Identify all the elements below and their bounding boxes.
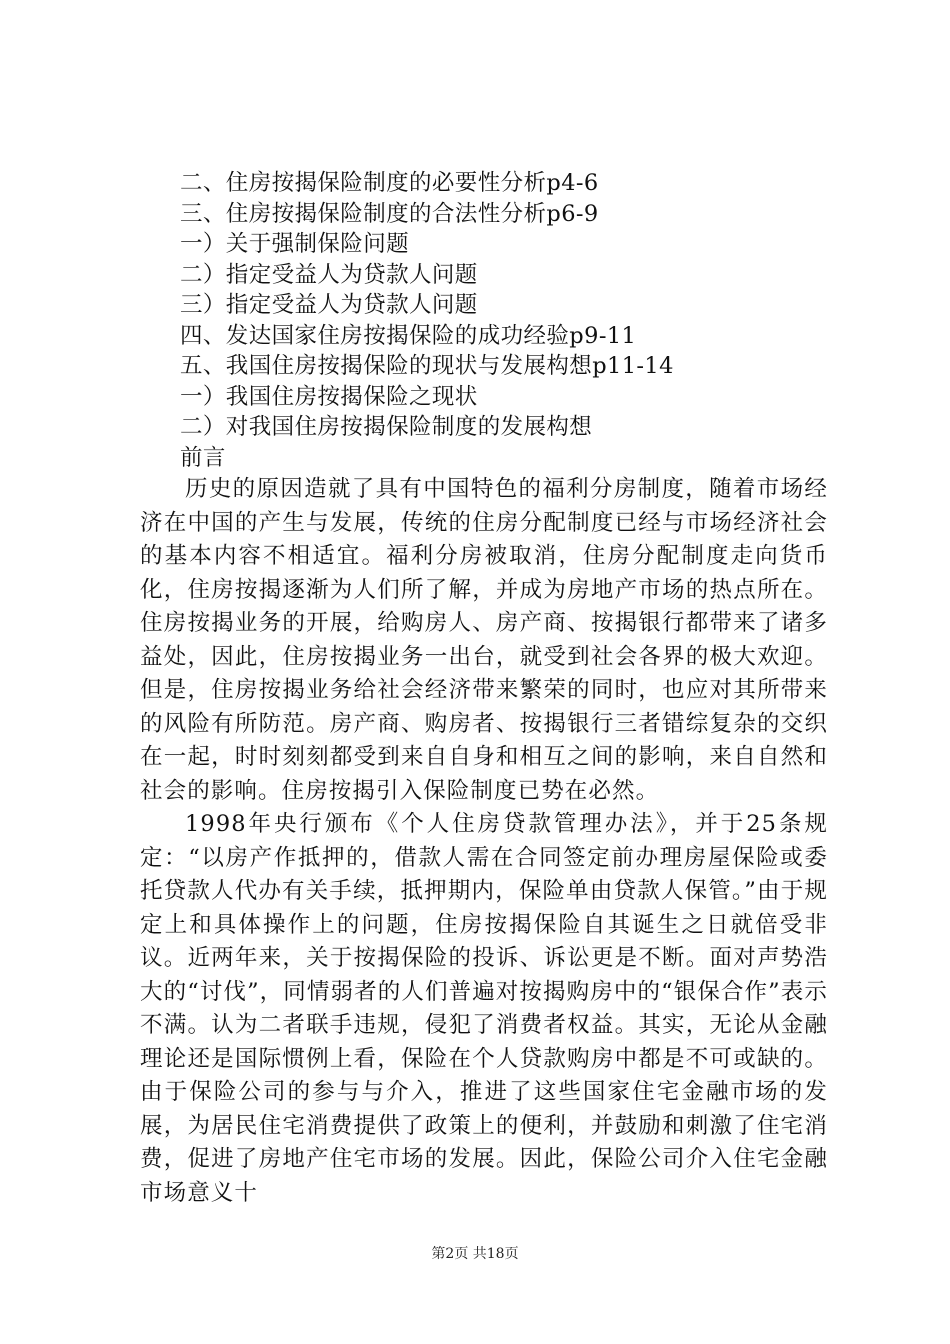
toc-item: 四、发达国家住房按揭保险的成功经验p9-11 xyxy=(180,322,637,349)
toc-item: 二）指定受益人为贷款人问题 xyxy=(180,261,478,288)
toc-item: 二）对我国住房按揭保险制度的发展构想 xyxy=(180,414,593,440)
toc-item: 一）我国住房按揭保险之现状 xyxy=(180,383,478,410)
section-heading-preface: 前言 xyxy=(180,444,226,471)
body-text xyxy=(140,473,828,1210)
toc-item: 二、住房按揭保险制度的必要性分析p4-6 xyxy=(180,170,599,196)
page-footer: 第2页 共18页 xyxy=(431,1246,519,1262)
toc-item: 三）指定受益人为贷款人问题 xyxy=(180,292,478,318)
toc-item: 三、住房按揭保险制度的合法性分析p6-9 xyxy=(180,200,599,227)
paragraph: 1998年央行颁布《个人住房贷款管理办法》，并于25条规定：“以房产作抵押的，借款人需在合同签定前办理房屋保险或委托贷款人代办有关手续，抵押期内，保险单由贷款人保管。”由于规定上和具体操作上的问题，住房按揭保险自其诞生之日就倍受非议。近两年来，关于按揭保险的投诉、诉讼更是不断。面对声势浩大的“讨伐”，同情弱者的人们普遍对按揭购房中的“银保合作”表示不满。认为二者联手违规，侵犯了消费者权益。其实，无论从金融理论还是国际惯例上看，保险在个人贷款购房中都是不可或缺的。由于保险公司的参与与介入，推进了这些国家住宅金融市场的发展，为居民住宅消费提供了政策上的便利，并鼓励和刺激了住宅消费，促进了房地产住宅市场的发展。因此，保险公司介入住宅金融市场意义十 xyxy=(140,811,828,1206)
paragraph: 历史的原因造就了具有中国特色的福利分房制度，随着市场经济在中国的产生与发展，传统的住房分配制度已经与市场经济社会的基本内容不相适宜。福利分房被取消，住房分配制度走向货币化，住房按揭逐渐为人们所了解，并成为房地产市场的热点所在。住房按揭业务的开展，给购房人、房产商、按揭银行都带来了诸多益处，因此，住房按揭业务一出台，就受到社会各界的极大欢迎。但是，住房按揭业务给社会经济带来繁荣的同时，也应对其所带来的风险有所防范。房产商、购房者、按揭银行三者错综复杂的交织在一起，时时刻刻都受到来自自身和相互之间的影响，来自自然和社会的影响。住房按揭引入保险制度已势在必然。 xyxy=(140,476,828,804)
toc-item: 五、我国住房按揭保险的现状与发展构想p11-14 xyxy=(180,353,674,379)
table-of-contents xyxy=(180,168,840,473)
toc-item: 一）关于强制保险问题 xyxy=(180,231,410,257)
